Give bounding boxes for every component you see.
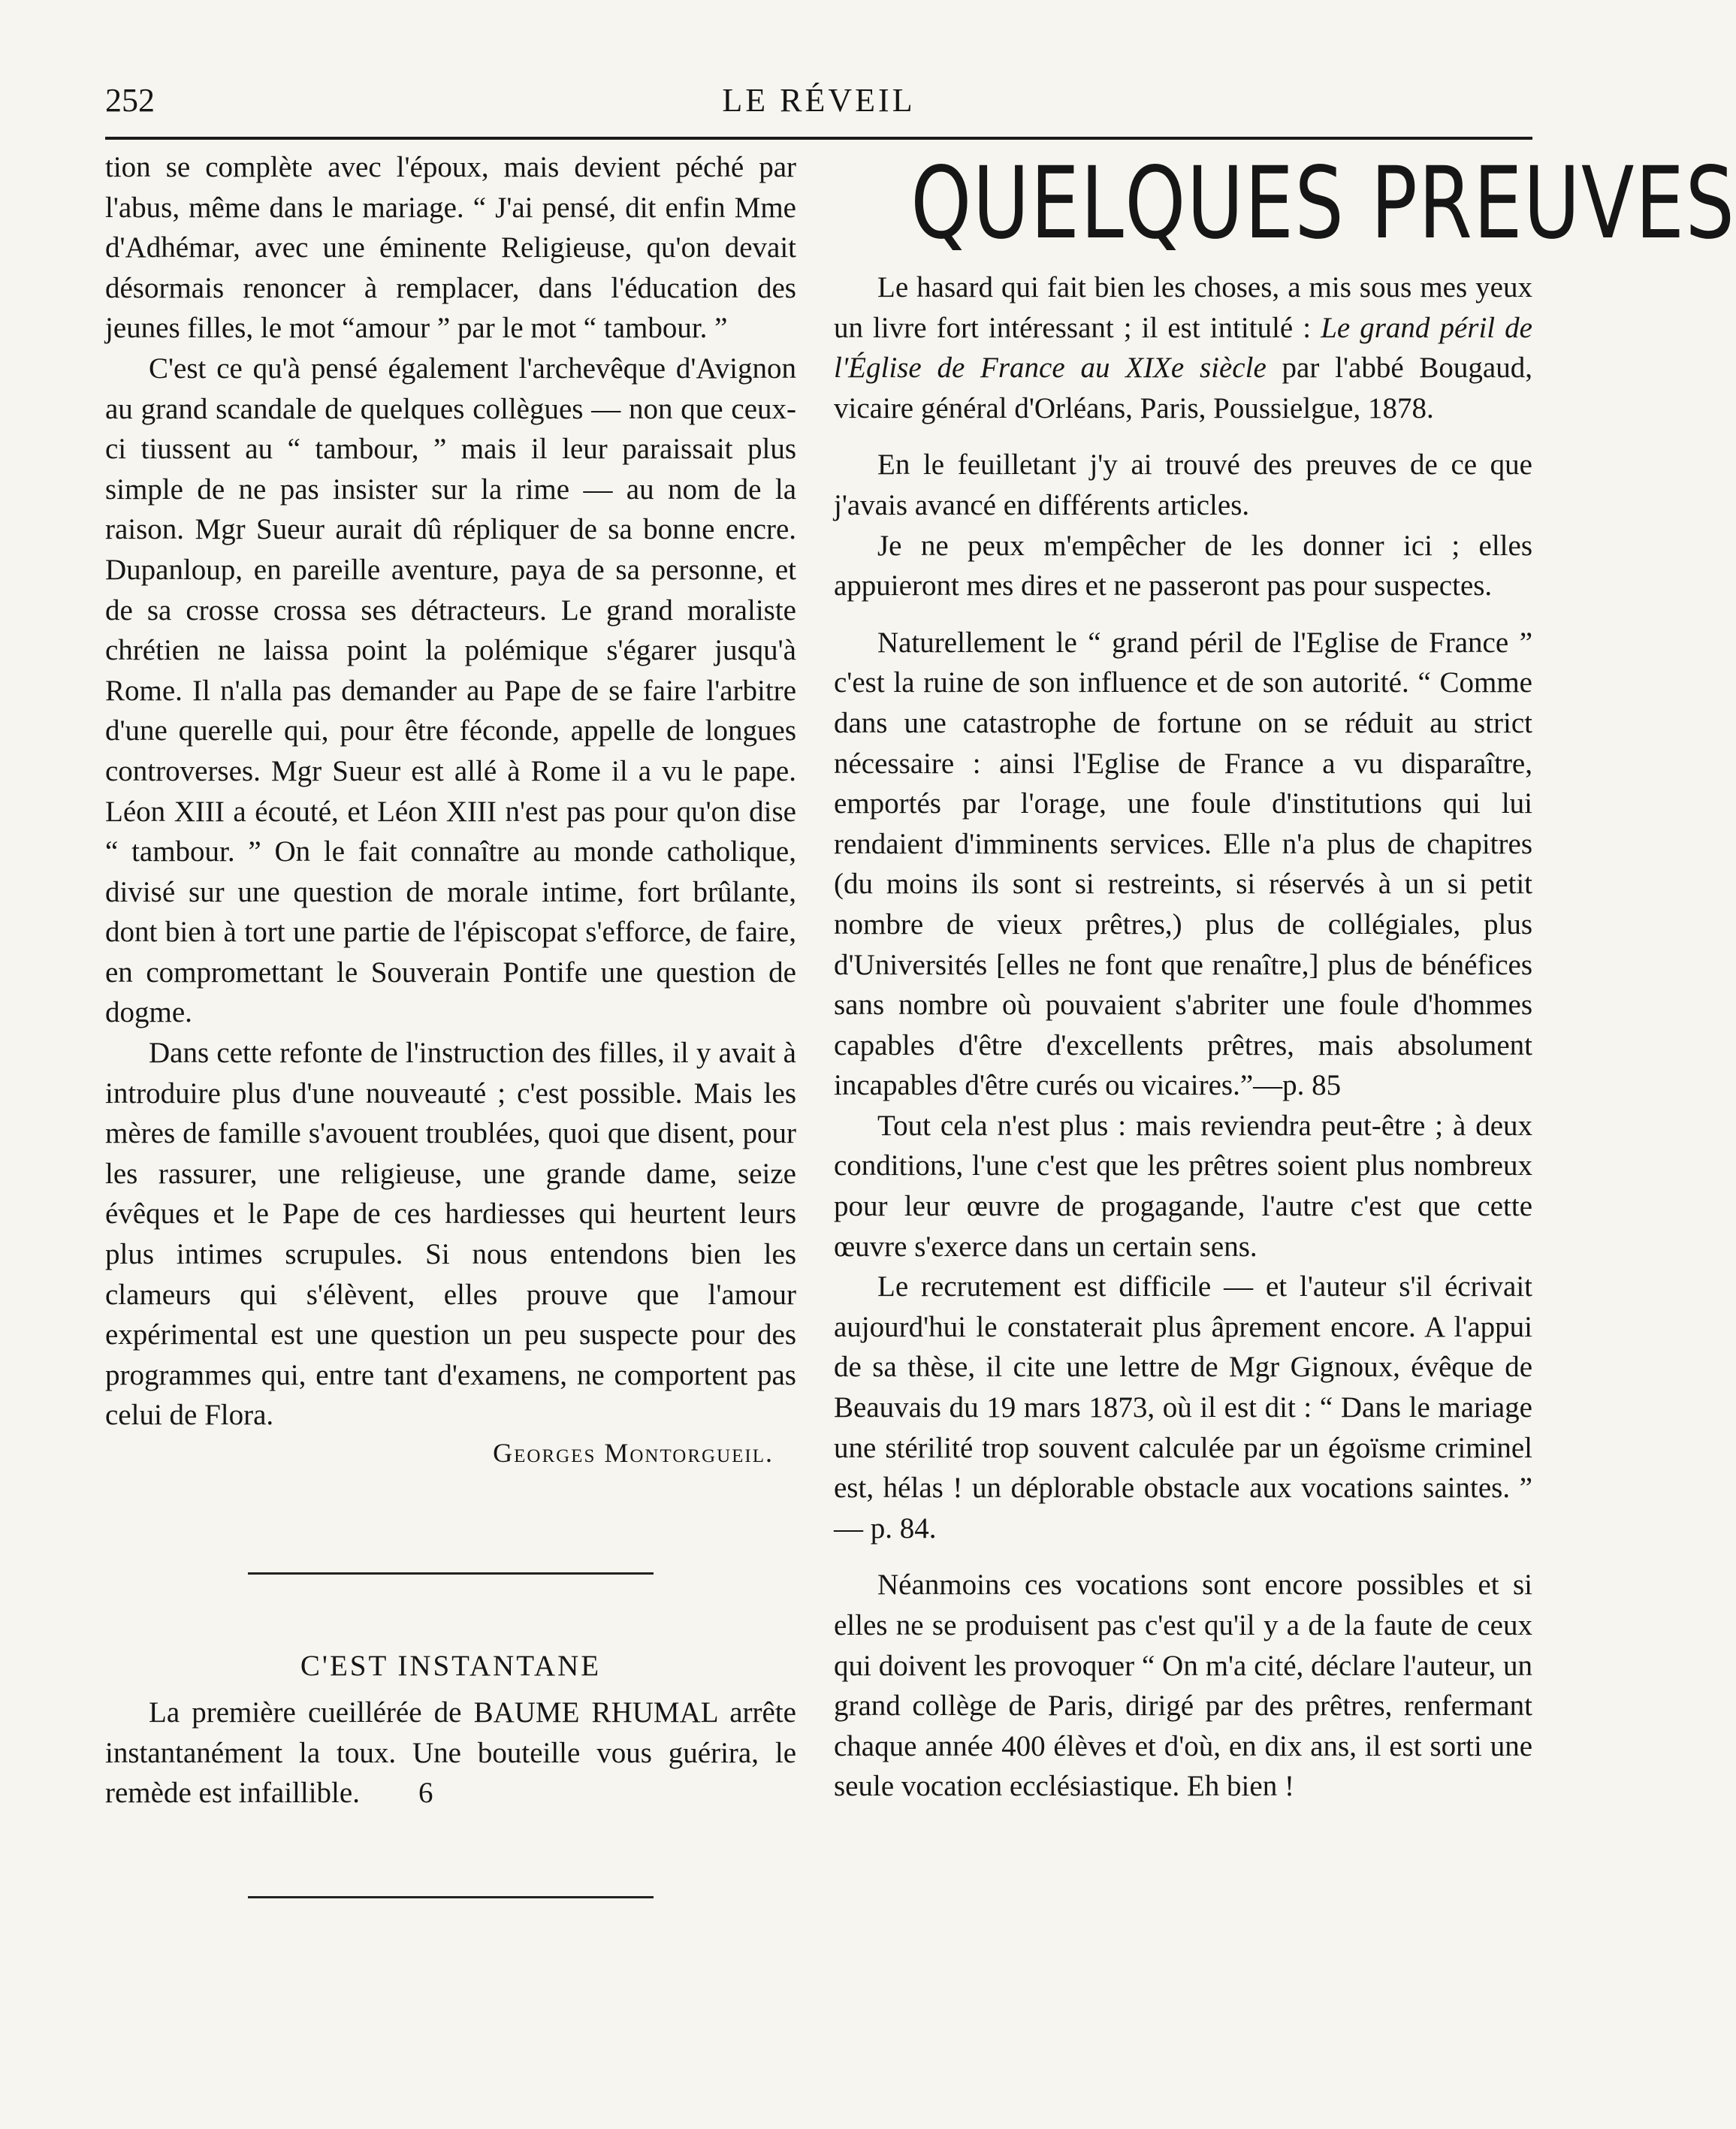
page-number: 252 (105, 82, 155, 119)
left-paragraph-1: tion se complète avec l'époux, mais devient péché par l'abus, même dans le mariage. “ J'ai pensé, dit enfin Mme d'Adhémar, avec une éminente Religieuse, qu'on devait désormais renoncer à remplacer, dans l'éducation des jeunes filles, le mot “amour ” par le mot “ tambour. ” (105, 151, 796, 345)
book-title: Le grand péril de l'Église de France au XIXe siècle (834, 311, 1532, 385)
section-divider-top (248, 1572, 654, 1575)
notice-text (105, 1693, 796, 1813)
right-paragraph-1 (834, 267, 1532, 428)
p1-citation: par l'abbé Bougaud, vicaire général d'Orléans, Paris, Poussielgue, 1878. (834, 352, 1532, 424)
right-column (834, 146, 1736, 1807)
right-paragraph-2: En le feuilletant j'y ai trouvé des preuves de ce que j'avais avancé en différents articles. (834, 448, 1532, 521)
section-divider-bottom (248, 1896, 654, 1898)
page-header (105, 81, 1532, 123)
running-title: LE RÉVEIL (722, 82, 916, 119)
article-title: QUELQUES PREUVES (910, 146, 1736, 261)
right-paragraph-3: Je ne peux m'empêcher de les donner ici ; elles appuieront mes dires et ne passeront pas pour suspectes. (834, 529, 1532, 602)
right-paragraph-4: Naturellement le “ grand péril de l'Eglise de France ” c'est la ruine de son influence et de son autorité. “ Comme dans une catastrophe de fortune on se réduit au strict nécessaire : ainsi l'Eglise de France a vu disparaître, emportés par l'orage, une foule d'institutions qui lui rendaient d'imminents services. Elle n'a plus de chapitres (du moins ils sont si restreints, si réservés à un si petit nombre de vieux prêtres,) plus de collégiales, plus d'Universités [elles ne font que renaître,] plus de bénéfices sans nombre où pouvaient s'abriter une foule d'hommes capables d'être d'excellents prêtres, mais absolument incapables d'être curés ou vicaires.”—p. 85 (834, 626, 1532, 1102)
right-paragraph-6: Le recrutement est difficile — et l'auteur s'il écrivait aujourd'hui le constaterait plus âprement encore. A l'appui de sa thèse, il cite une lettre de Mgr Gignoux, évêque de Beauvais du 19 mars 1873, où il est dit : “ Dans le mariage une stérilité trop souvent calculée par un égoïsme criminel est, hélas ! un déplorable obstacle aux vocations saintes. ” — p. 84. (834, 1270, 1532, 1545)
right-paragraph-7: Néanmoins ces vocations sont encore possibles et si elles ne se produisent pas c'est qu'il y a de la faute de ceux qui doivent les provoquer “ On m'a cité, déclare l'auteur, un grand collège de Paris, dirigé par des prêtres, renfermant chaque année 400 élèves et d'où, en dix ans, il est sorti une seule vocation ecclésiastique. Eh bien ! (834, 1569, 1532, 1803)
notice-title: C'EST INSTANTANE (300, 1650, 602, 1682)
p1-intro: Le hasard qui fait bien les choses, a mis sous mes yeux un livre fort intéressant ; il est intitulé : (834, 271, 1532, 344)
notice-code: 6 (418, 1777, 433, 1810)
left-column (105, 147, 796, 1898)
left-paragraph-3: Dans cette refonte de l'instruction des filles, il y avait à introduire plus d'une nouveauté ; c'est possible. Mais les mères de famille s'avouent troublées, quoi que disent, pour les rassurer, une religieuse, une grande dame, seize évêques et le Pape de ces hardiesses qui heurtent leurs plus intimes scrupules. Si nous entendons bien les clameurs qui s'élèvent, elles prouve que l'amour expérimental est une question un peu suspecte pour des programmes qui, entre tant d'examens, ne comportent pas celui de Flora. (105, 1037, 796, 1432)
left-paragraph-2: C'est ce qu'à pensé également l'archevêque d'Avignon au grand scandale de quelques collègues — non que ceux-ci tiussent au “ tambour, ” mais il leur paraissait plus simple de ne pas insister sur la rime — au nom de la raison. Mgr Sueur aurait dû répliquer de sa bonne encre. Dupanloup, en pareille aventure, paya de sa personne, et de sa crosse crossa ses détracteurs. Le grand moraliste chrétien ne laissa point la polémique s'égarer jusqu'à Rome. Il n'alla pas demander au Pape de se faire l'arbitre d'une querelle qui, pour être féconde, appelle de longues controverses. Mgr Sueur est allé à Rome il a vu le pape. Léon XIII a écouté, et Léon XIII n'est pas pour qu'on dise “ tambour. ” On le fait connaître au monde catholique, divisé sur une question de morale intime, fort brûlante, dont bien à tort une partie de l'épiscopat s'efforce, de faire, en compromettant le Souverain Pontife une question de dogme. (105, 352, 796, 1029)
notice-body: La première cueillérée de BAUME RHUMAL arrête instantanément la toux. Une bouteille vous guérira, le remède est infaillible. (105, 1696, 796, 1810)
author-signature: Georges Montorgueil. (493, 1438, 774, 1468)
right-paragraph-5: Tout cela n'est plus : mais reviendra peut-être ; à deux conditions, l'une c'est que les prêtres soient plus nombreux pour leur œuvre de progagande, l'autre c'est que cette œuvre s'exerce dans un certain sens. (834, 1109, 1532, 1263)
header-rule (105, 137, 1532, 140)
